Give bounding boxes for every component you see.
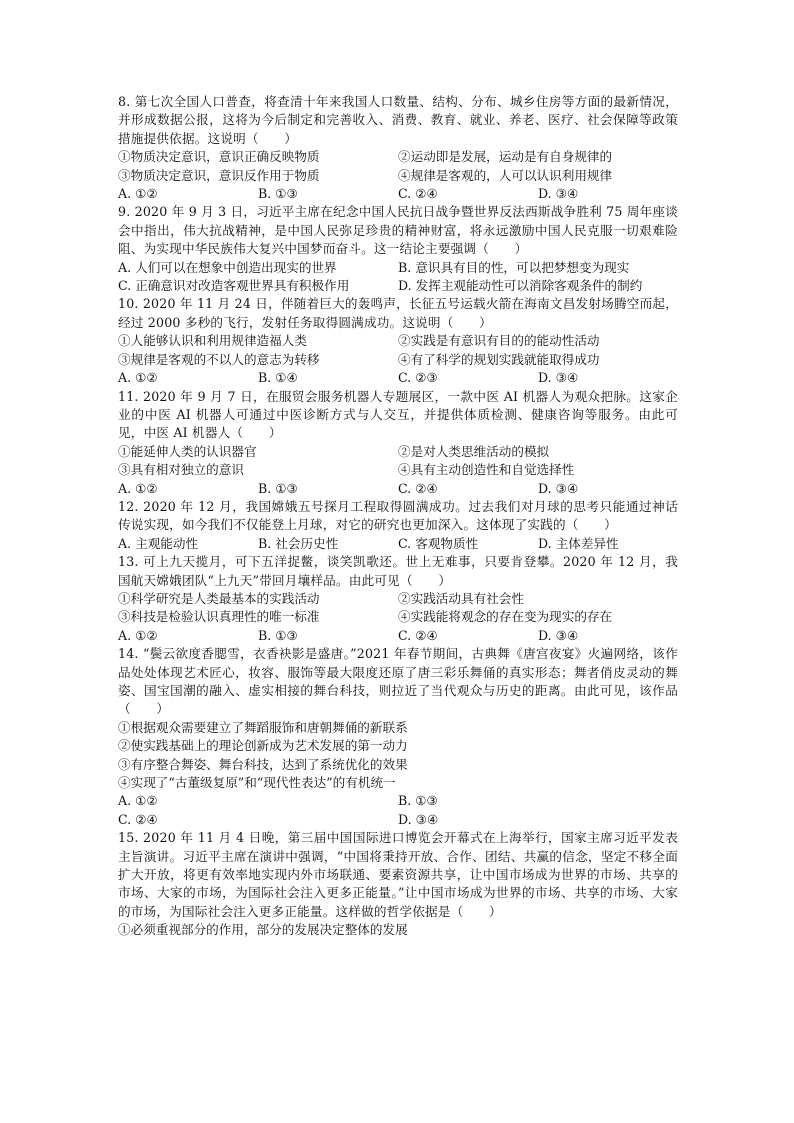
statement: ②是对人类思维活动的模拟: [398, 443, 550, 459]
question-8: [118, 93, 678, 203]
choice-a: A. ①②: [118, 480, 158, 496]
statement: ①能延伸人类的认识器官: [118, 443, 257, 459]
question-10: [118, 295, 678, 387]
statement: ③有序整合舞姿、舞台科技，达到了系统优化的效果: [118, 756, 408, 772]
choice-c: C. ②④: [398, 627, 438, 643]
question-stem: 14. “鬓云欲度香腮雪，衣香袂影是盛唐。”2021 年春节期间，古典舞《唐宫夜宴》火遍网络，该作品处处体现艺术匠心，妆容、服饰等最大限度还原了唐三彩乐舞俑的真实形态；舞者俏皮灵动的舞姿、国宝国潮的融入、虚实相接的舞台科技，则拉近了当代观众与历史的距离。由此可见，该作品（ ）: [118, 646, 678, 717]
statement: ③具有相对独立的意识: [118, 462, 244, 478]
question-stem: 10. 2020 年 11 月 24 日，伴随着巨大的轰鸣声，长征五号运载火箭在海南文昌发射场腾空而起，经过 2000 多秒的飞行，发射任务取得圆满成功。这说明（ ）: [118, 296, 678, 330]
choice-d: D. 主体差异性: [538, 535, 619, 551]
statement: ④实践能将观念的存在变为现实的存在: [398, 609, 613, 625]
statement: ①物质决定意识，意识正确反映物质: [118, 149, 320, 165]
choice-a: A. ①②: [118, 186, 158, 202]
question-stem: 13. 可上九天揽月，可下五洋捉鳖，谈笑凯歌还。世上无难事，只要肯登攀。2020 年 12 月，我国航天嫦娥团队“上九天”带回月壤样品。由此可见（ ）: [118, 554, 678, 588]
choice-a: A. ①②: [118, 793, 158, 809]
choice-b: B. 意识具有目的性，可以把梦想变为现实: [398, 259, 630, 275]
statement: ②使实践基础上的理论创新成为艺术发展的第一动力: [118, 738, 408, 754]
choice-b: B. ①③: [258, 186, 298, 202]
choice-d: D. ③④: [538, 186, 579, 202]
choice-c: C. 客观物质性: [398, 535, 479, 551]
statement: ③规律是客观的不以人的意志为转移: [118, 351, 320, 367]
choice-a: A. 主观能动性: [118, 535, 199, 551]
question-15: [118, 829, 678, 939]
statement: ④有了科学的规划实践就能取得成功: [398, 351, 600, 367]
choice-a: A. ①②: [118, 370, 158, 386]
question-stem: 9. 2020 年 9 月 3 日，习近平主席在纪念中国人民抗日战争暨世界反法西斯战争胜利 75 周年座谈会中指出，伟大抗战精神，是中国人民弥足珍贵的精神财富，将永远激励中国人民克服一切艰难险阻、为实现中华民族伟大复兴中国梦而奋斗。这一结论主要强调（ ）: [118, 204, 678, 257]
exam-page: [118, 93, 678, 940]
question-stem: 15. 2020 年 11 月 4 日晚，第三届中国国际进口博览会开幕式在上海举行，国家主席习近平发表主旨演讲。习近平主席在演讲中强调，“中国将秉持开放、合作、团结、共赢的信念，坚定不移全面扩大开放，将更有效率地实现内外市场联通、要素资源共享，让中国市场成为世界的市场、共享的市场、大家的市场，为国际社会注入更多正能量。”让中国市场成为世界的市场、共享的市场、大家的市场，为国际社会注入更多正能量。这样做的哲学依据是（ ）: [118, 830, 678, 919]
choice-d: D. ③④: [538, 370, 579, 386]
choice-d: D. ③④: [398, 811, 439, 827]
question-9: [118, 203, 678, 295]
question-13: [118, 553, 678, 645]
statement: ④具有主动创造性和自觉选择性: [398, 462, 575, 478]
choice-c: C. ②④: [398, 186, 438, 202]
question-12: [118, 498, 678, 553]
choice-c: C. ②③: [398, 370, 438, 386]
question-11: [118, 388, 678, 498]
choice-b: B. 社会历史性: [258, 535, 339, 551]
choice-d: D. 发挥主观能动性可以消除客观条件的制约: [398, 278, 643, 294]
statement: ④实现了“古董级复原”和“现代性表达”的有机统一: [118, 775, 396, 791]
statement: ①科学研究是人类最基本的实践活动: [118, 590, 320, 606]
question-stem: 11. 2020 年 9 月 7 日，在服贸会服务机器人专题展区，一款中医 AI 机器人为观众把脉。这家企业的中医 AI 机器人可通过中医诊断方式与人交互，并提供体质检测、健康咨询等服务。由此可见，中医 AI 机器人（ ）: [118, 388, 678, 441]
choice-d: D. ③④: [538, 627, 579, 643]
question-stem: 8. 第七次全国人口普查，将查清十年来我国人口数量、结构、分布、城乡住房等方面的最新情况，并形成数据公报，这将为今后制定和完善收入、消费、教育、就业、养老、医疗、社会保障等政策措施提供依据。这说明（ ）: [118, 94, 678, 146]
statement: ②运动即是发展，运动是有自身规律的: [398, 149, 613, 165]
statement: ②实践活动具有社会性: [398, 590, 524, 606]
choice-c: C. 正确意识对改造客观世界具有积极作用: [118, 278, 350, 294]
choice-a: A. ①②: [118, 627, 158, 643]
choice-c: C. ②④: [398, 480, 438, 496]
statement: ③物质决定意识，意识反作用于物质: [118, 167, 320, 183]
choice-b: B. ①③: [258, 480, 298, 496]
statement: ②实践是有意识有目的的能动性活动: [398, 333, 600, 349]
choice-c: C. ②④: [118, 811, 158, 827]
statement: ①根据观众需要建立了舞蹈服饰和唐朝舞俑的新联系: [118, 719, 408, 735]
choice-b: B. ①③: [398, 793, 438, 809]
statement: ①必须重视部分的作用，部分的发展决定整体的发展: [118, 922, 408, 938]
statement: ③科技是检验认识真理性的唯一标准: [118, 609, 320, 625]
choice-b: B. ①④: [258, 370, 298, 386]
question-14: [118, 645, 678, 829]
choice-d: D. ③④: [538, 480, 579, 496]
choice-b: B. ①③: [258, 627, 298, 643]
statement: ①人能够认识和利用规律造福人类: [118, 333, 307, 349]
question-stem: 12. 2020 年 12 月，我国嫦娥五号探月工程取得圆满成功。过去我们对月球的思考只能通过神话传说实现，如今我们不仅能登上月球，对它的研究也更加深入。这体现了实践的（ ）: [118, 498, 678, 533]
choice-a: A. 人们可以在想象中创造出现实的世界: [118, 259, 337, 275]
statement: ④规律是客观的，人可以认识利用规律: [398, 167, 613, 183]
